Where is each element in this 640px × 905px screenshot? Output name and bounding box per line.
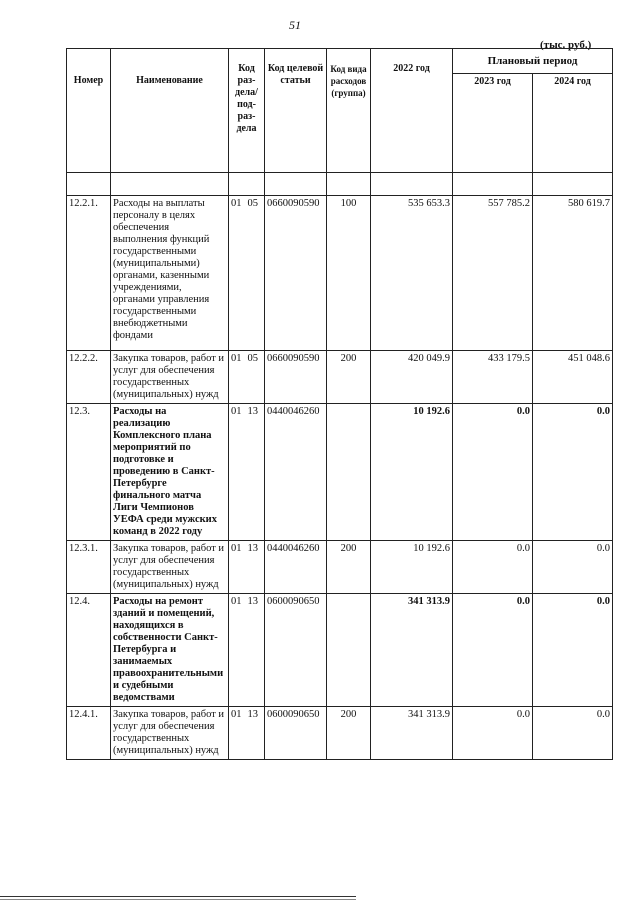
header-section-code: Код раз- дела/ под- раз- дела [229, 49, 265, 173]
row-section-code [229, 541, 265, 594]
units-label: (тыс. руб.) [540, 39, 592, 51]
row-value-2023: 0.0 [453, 594, 533, 707]
row-expense-type: 200 [327, 707, 371, 760]
row-number: 12.2.1. [67, 196, 111, 351]
row-target-code: 0600090650 [265, 594, 327, 707]
table-row [67, 594, 613, 707]
row-value-2024: 0.0 [533, 707, 613, 760]
row-name: Расходы на реализацию Комплексного плана мероприятий по подготовке и проведению в Санкт-Петербурге финального матча Лиги Чемпионов УЕФА среди мужских команд в 2022 году [111, 404, 229, 541]
row-expense-type: 200 [327, 351, 371, 404]
row-name: Закупка товаров, работ и услуг для обеспечения государственных (муниципальных) нужд [111, 707, 229, 760]
row-target-code: 0660090590 [265, 196, 327, 351]
table-row [67, 196, 613, 351]
row-subsection: 13 [247, 543, 258, 554]
row-section: 01 [231, 543, 242, 554]
row-section: 01 [231, 406, 242, 417]
row-expense-type: 100 [327, 196, 371, 351]
row-subsection: 05 [247, 198, 258, 209]
table-row [67, 707, 613, 760]
row-subsection: 13 [247, 709, 258, 720]
row-expense-type: 200 [327, 541, 371, 594]
row-target-code: 0440046260 [265, 541, 327, 594]
row-name: Закупка товаров, работ и услуг для обеспечения государственных (муниципальных) нужд [111, 541, 229, 594]
row-section-code [229, 351, 265, 404]
row-value-2023: 0.0 [453, 541, 533, 594]
header-2022: 2022 год [371, 49, 453, 173]
page-number: 51 [289, 18, 301, 32]
row-section: 01 [231, 709, 242, 720]
row-value-2022: 535 653.3 [371, 196, 453, 351]
footer-rule-secondary [0, 899, 356, 900]
row-expense-type [327, 404, 371, 541]
row-name: Расходы на выплаты персоналу в целях обеспечения выполнения функций государственными (муниципальными) органами, казенными учреждениями, органами управления государственными внебюджетными фондами [111, 196, 229, 351]
row-target-code: 0600090650 [265, 707, 327, 760]
row-number: 12.3. [67, 404, 111, 541]
table-row [67, 404, 613, 541]
header-planning-period: Плановый период [453, 49, 613, 74]
row-section-code [229, 707, 265, 760]
row-value-2022: 341 313.9 [371, 707, 453, 760]
row-section: 01 [231, 353, 242, 364]
row-value-2024: 0.0 [533, 541, 613, 594]
header-expense-type: Код вида расходов (группа) [327, 49, 371, 173]
row-section: 01 [231, 596, 242, 607]
row-subsection: 05 [247, 353, 258, 364]
budget-table [66, 48, 613, 760]
row-name: Закупка товаров, работ и услуг для обеспечения государственных (муниципальных) нужд [111, 351, 229, 404]
row-value-2024: 451 048.6 [533, 351, 613, 404]
row-target-code: 0660090590 [265, 351, 327, 404]
row-section-code [229, 196, 265, 351]
table-row [67, 351, 613, 404]
row-value-2023: 433 179.5 [453, 351, 533, 404]
row-target-code: 0440046260 [265, 404, 327, 541]
row-value-2022: 341 313.9 [371, 594, 453, 707]
row-number: 12.2.2. [67, 351, 111, 404]
table-spacer-row [67, 173, 613, 196]
row-subsection: 13 [247, 596, 258, 607]
row-value-2024: 0.0 [533, 594, 613, 707]
row-value-2023: 0.0 [453, 404, 533, 541]
row-value-2023: 557 785.2 [453, 196, 533, 351]
footer-rule [0, 896, 356, 897]
row-number: 12.4. [67, 594, 111, 707]
header-name: Наименование [111, 49, 229, 173]
row-section-code [229, 404, 265, 541]
header-number: Номер [67, 49, 111, 173]
row-value-2022: 10 192.6 [371, 404, 453, 541]
table-row [67, 541, 613, 594]
header-2023: 2023 год [453, 74, 533, 173]
row-number: 12.4.1. [67, 707, 111, 760]
row-value-2022: 10 192.6 [371, 541, 453, 594]
row-value-2024: 0.0 [533, 404, 613, 541]
row-expense-type [327, 594, 371, 707]
row-value-2022: 420 049.9 [371, 351, 453, 404]
row-section-code [229, 594, 265, 707]
row-value-2023: 0.0 [453, 707, 533, 760]
header-2024: 2024 год [533, 74, 613, 173]
row-value-2024: 580 619.7 [533, 196, 613, 351]
row-name: Расходы на ремонт зданий и помещений, находящихся в собственности Санкт-Петербурга и занимаемых правоохранительными и судебными ведомствами [111, 594, 229, 707]
row-subsection: 13 [247, 406, 258, 417]
row-number: 12.3.1. [67, 541, 111, 594]
row-section: 01 [231, 198, 242, 209]
header-target-code: Код целевой статьи [265, 49, 327, 173]
